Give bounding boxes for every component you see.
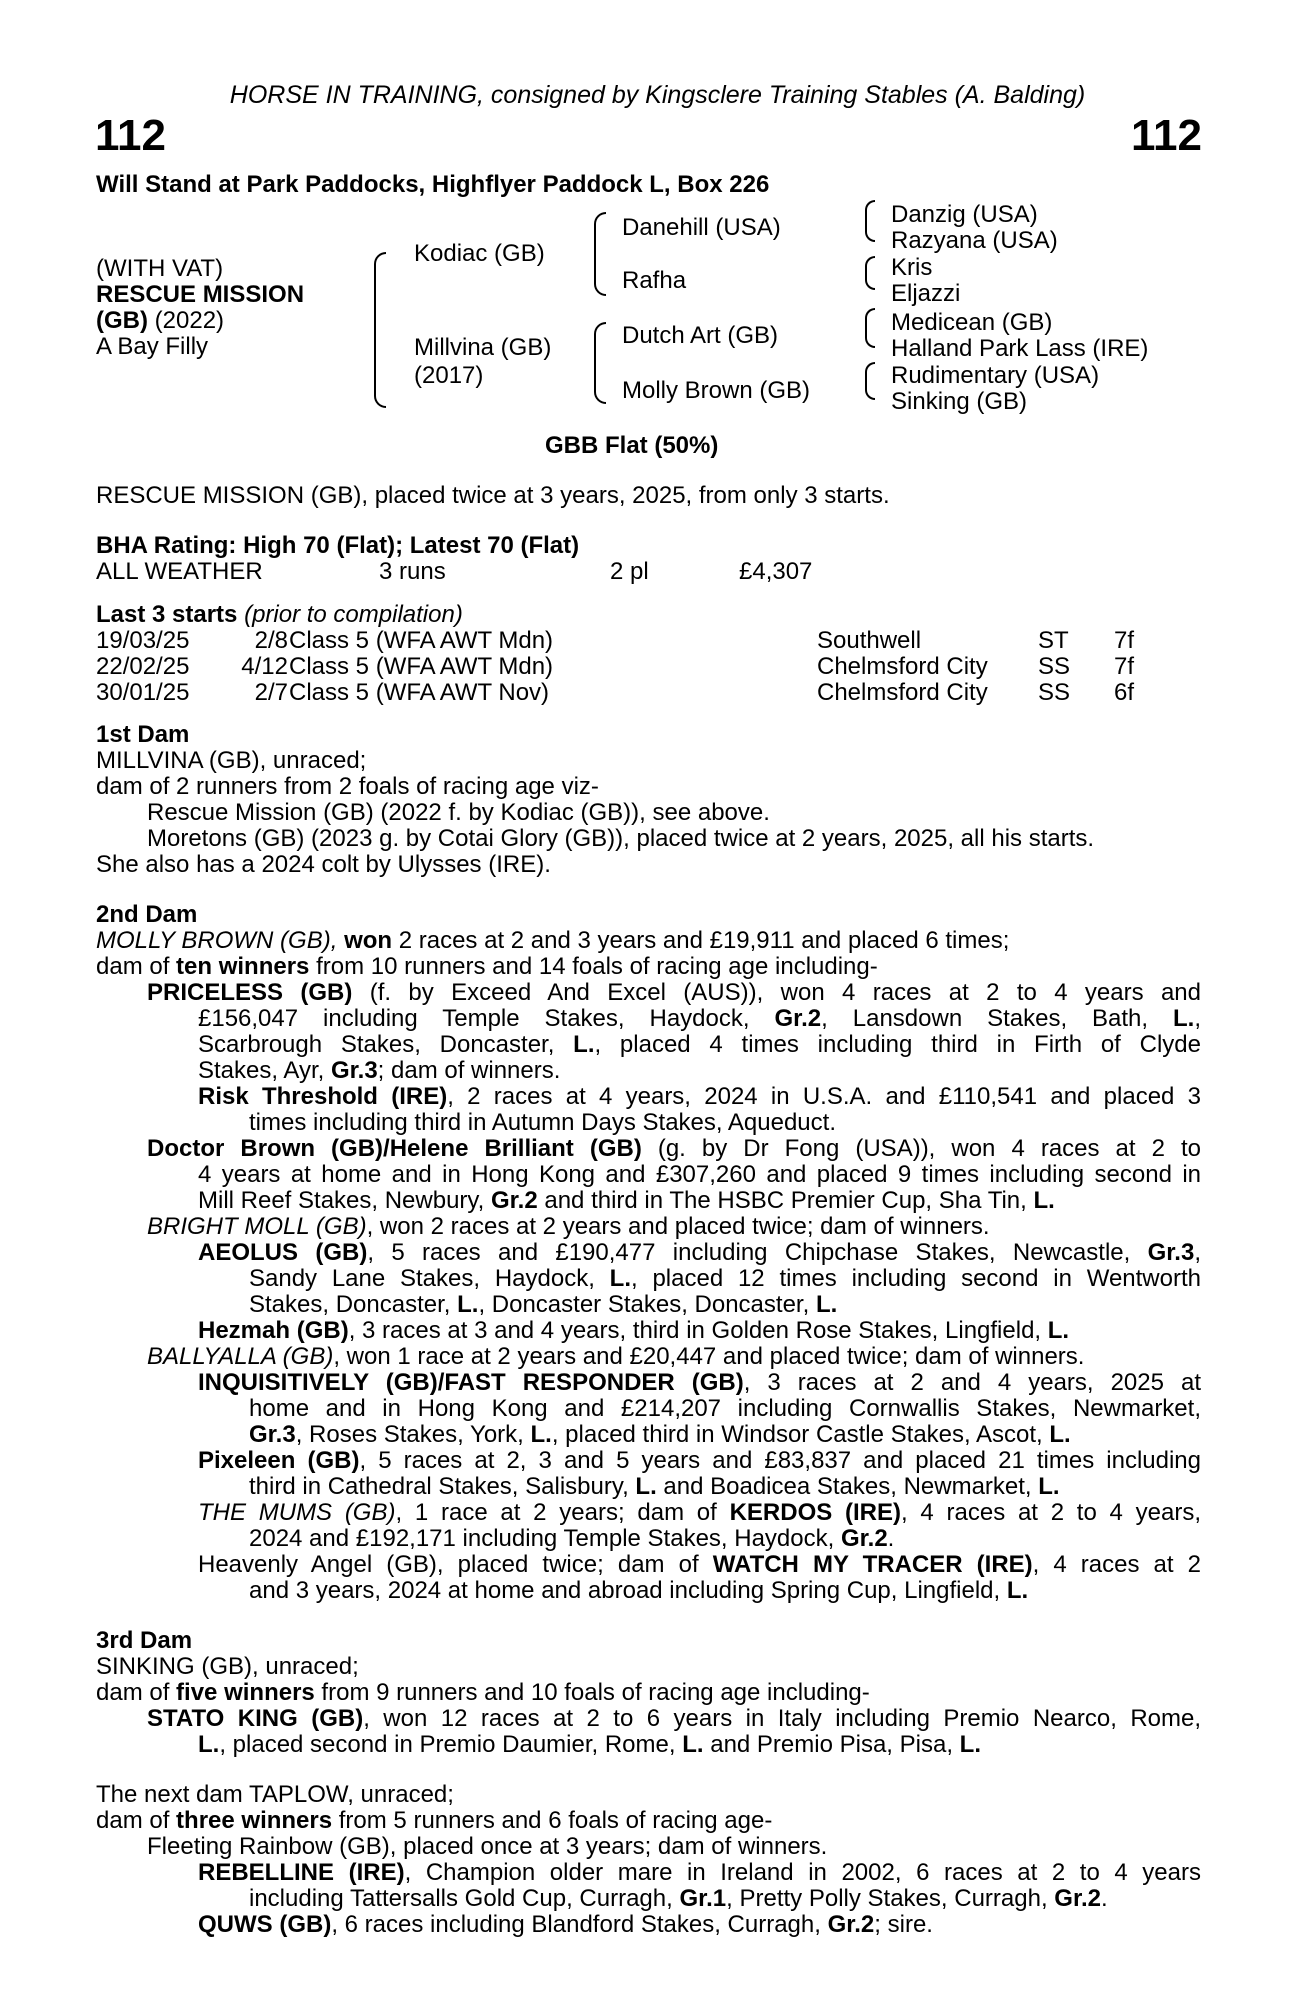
text-fragment: L. (1049, 1421, 1071, 1448)
text-fragment: , placed 12 times including second in Wentworth (631, 1265, 1201, 1292)
text-fragment: third in Cathedral Stakes, Salisbury, (249, 1473, 636, 1500)
text-fragment: , 2 races at 4 years, 2024 in U.S.A. and £110,541 and placed 3 (447, 1083, 1201, 1110)
dam1-line: Rescue Mission (GB) (2022 f. by Kodiac (GB)), see above. (147, 799, 770, 826)
dam2-line (198, 1032, 1201, 1058)
text-fragment: five winners (176, 1679, 315, 1706)
text-fragment: L. (815, 1291, 838, 1318)
text-fragment: 2024 and £192,171 including Temple Stakes, Haydock, (249, 1525, 841, 1552)
pedigree-brace (374, 334, 386, 408)
bha-rating: BHA Rating: High 70 (Flat); Latest 70 (Flat) (96, 532, 580, 559)
horse-origin (96, 308, 224, 334)
dam2-line (96, 954, 878, 980)
dam2-line: times including third in Autumn Days Stakes, Aqueduct. (249, 1109, 836, 1136)
text-fragment: from 10 runners and 14 foals of racing age including- (309, 953, 878, 980)
next-dam-line (249, 1886, 1108, 1912)
text-fragment: Gr.1 (679, 1885, 727, 1912)
dam3-line (96, 1680, 870, 1706)
earnings: £4,307 (739, 558, 813, 585)
dam2-line (96, 928, 1009, 954)
text-fragment: , Doncaster Stakes, Doncaster, (478, 1291, 816, 1318)
text-fragment: L. (198, 1731, 220, 1758)
text-fragment: , (1194, 1005, 1201, 1032)
text-fragment: , (1194, 1239, 1201, 1266)
text-fragment: , 5 races at 2, 3 and 5 years and £83,837 and placed 21 times including (359, 1447, 1201, 1474)
start-race: Class 5 (WFA AWT Mdn) (289, 653, 554, 680)
last-starts-heading (96, 602, 463, 628)
text-fragment: Gr.2 (827, 1911, 875, 1938)
pedigree-brace (594, 322, 606, 356)
text-fragment: Risk Threshold (IRE) (198, 1083, 448, 1110)
start-position: 2/8 (254, 627, 288, 654)
text-fragment: dam of (96, 953, 177, 980)
pedigree-sire-dam: Rafha (622, 267, 687, 294)
pedigree-brace (374, 252, 386, 336)
text-fragment: . (1100, 1885, 1108, 1912)
start-position: 2/7 (254, 679, 288, 706)
start-course: Southwell (817, 627, 922, 654)
dam2-line (198, 1552, 1201, 1578)
text-fragment: L. (609, 1265, 631, 1292)
dam2-line (198, 1370, 1201, 1396)
horse-country: (GB) (96, 307, 148, 334)
text-fragment: Gr.2 (840, 1525, 888, 1552)
text-fragment: Stakes, Doncaster, (249, 1291, 458, 1318)
text-fragment: , 4 races at 2 (1032, 1551, 1201, 1578)
text-fragment: PRICELESS (GB) (147, 979, 353, 1006)
dam1-heading: 1st Dam (96, 721, 190, 748)
start-going: SS (1038, 679, 1071, 706)
dam2-line (198, 1188, 1055, 1214)
text-fragment: including Tattersalls Gold Cup, Curragh, (249, 1885, 680, 1912)
dam2-line (198, 1058, 560, 1084)
text-fragment: , placed second in Premio Daumier, Rome, (219, 1731, 683, 1758)
text-fragment: AEOLUS (GB) (198, 1239, 368, 1266)
text-fragment: and 3 years, 2024 at home and abroad including Spring Cup, Lingfield, (249, 1577, 1007, 1604)
text-fragment: ; dam of winners. (377, 1057, 561, 1084)
start-going: SS (1038, 653, 1071, 680)
text-fragment: Gr.2 (774, 1005, 822, 1032)
text-fragment: STATO KING (GB) (147, 1705, 364, 1732)
pedigree-sire: Kodiac (GB) (414, 240, 545, 267)
pedigree-sire-sire: Danehill (USA) (622, 214, 781, 241)
text-fragment: L. (1047, 1317, 1070, 1344)
text-fragment: , won 1 race at 2 years and £20,447 and placed twice; dam of winners. (333, 1343, 1085, 1370)
surface: ALL WEATHER (96, 558, 263, 585)
next-dam-line (198, 1860, 1201, 1886)
pedigree-brace (865, 308, 875, 330)
next-dam-line (96, 1808, 772, 1834)
text-fragment: and Boadicea Stakes, Newmarket, (656, 1473, 1039, 1500)
text-fragment: , 6 races including Blandford Stakes, Curragh, (331, 1911, 828, 1938)
text-fragment: (f. by Exceed And Excel (AUS)), won 4 races at 2 to 4 years and (352, 979, 1201, 1006)
start-date: 30/01/25 (96, 679, 190, 706)
text-fragment: , 3 races at 3 and 4 years, third in Golden Rose Stakes, Lingfield, (348, 1317, 1048, 1344)
dam2-line (198, 1448, 1201, 1474)
text-fragment: Gr.3 (330, 1057, 378, 1084)
dam2-line (147, 1214, 990, 1240)
pedigree-brace (865, 200, 875, 224)
dam3-line: SINKING (GB), unraced; (96, 1653, 359, 1680)
text-fragment: , Pretty Polly Stakes, Curragh, (726, 1885, 1055, 1912)
stable-location: Will Stand at Park Paddocks, Highflyer Paddock L, Box 226 (96, 171, 770, 198)
text-fragment: , placed third in Windsor Castle Stakes, Ascot, (551, 1421, 1050, 1448)
text-fragment: from 5 runners and 6 foals of racing age- (332, 1807, 773, 1834)
runs: 3 runs (379, 558, 446, 585)
dam2-line (249, 1266, 1201, 1292)
text-fragment: dam of (96, 1807, 177, 1834)
dam2-line (198, 1318, 1069, 1344)
dam3-line (198, 1732, 981, 1758)
start-going: ST (1038, 627, 1069, 654)
pedigree-sdd: Eljazzi (891, 280, 961, 307)
text-fragment: won (344, 927, 393, 954)
text-fragment: , Lansdown Stakes, Bath, (821, 1005, 1173, 1032)
dam2-line (147, 980, 1201, 1006)
horse-year: (2022) (147, 307, 225, 334)
race-summary: RESCUE MISSION (GB), placed twice at 3 years, 2025, from only 3 starts. (96, 482, 890, 509)
next-dam-line (198, 1912, 933, 1938)
text-fragment: , 1 race at 2 years; dam of (395, 1499, 730, 1526)
start-position: 4/12 (241, 653, 288, 680)
pedigree-dam-sire: Dutch Art (GB) (622, 322, 779, 349)
dam1-line: dam of 2 runners from 2 foals of racing age viz- (96, 773, 599, 800)
horse-description: A Bay Filly (96, 333, 209, 360)
horse-name: RESCUE MISSION (96, 281, 305, 308)
text-fragment: L. (1173, 1005, 1195, 1032)
dam2-line (198, 1084, 1201, 1110)
text-fragment: THE MUMS (GB) (198, 1499, 396, 1526)
text-fragment: , Roses Stakes, York, (295, 1421, 531, 1448)
text-fragment: three winners (176, 1807, 333, 1834)
start-distance: 7f (1114, 627, 1135, 654)
dam2-line (198, 1240, 1201, 1266)
text-fragment: Scarbrough Stakes, Doncaster, (198, 1031, 574, 1058)
text-fragment: L. (959, 1731, 981, 1758)
text-fragment: ; sire. (874, 1911, 933, 1938)
dam3-heading: 3rd Dam (96, 1627, 193, 1654)
dam2-line: home and in Hong Kong and £214,207 including Cornwallis Stakes, Newmarket, (249, 1395, 1201, 1422)
text-fragment: ten winners (176, 953, 310, 980)
last-starts-title: Last 3 starts (96, 601, 238, 628)
dam2-line: 4 years at home and in Hong Kong and £307,260 and placed 9 times including second in (198, 1161, 1201, 1188)
text-fragment: . (887, 1525, 895, 1552)
page-title: HORSE IN TRAINING, consigned by Kingsclere Training Stables (A. Balding) (229, 81, 1086, 109)
lot-number-right: 112 (1131, 111, 1202, 160)
pedigree-dam-dam: Molly Brown (GB) (622, 377, 811, 404)
dam1-line: MILLVINA (GB), unraced; (96, 747, 367, 774)
pedigree-brace (594, 248, 606, 296)
next-dam-line: The next dam TAPLOW, unraced; (96, 1781, 454, 1808)
dam1-line: She also has a 2024 colt by Ulysses (IRE). (96, 851, 551, 878)
text-fragment: from 9 runners and 10 foals of racing age including- (314, 1679, 870, 1706)
text-fragment: BRIGHT MOLL (GB) (147, 1213, 367, 1240)
pedigree-sss: Danzig (USA) (891, 201, 1038, 228)
text-fragment: , 3 races at 2 and 4 years, 2025 at (743, 1369, 1201, 1396)
text-fragment: L. (1033, 1187, 1055, 1214)
text-fragment: INQUISITIVELY (GB)/FAST RESPONDER (GB) (198, 1369, 744, 1396)
pedigree-dds: Rudimentary (USA) (891, 362, 1100, 389)
text-fragment: REBELLINE (IRE) (198, 1859, 405, 1886)
text-fragment: Gr.2 (1054, 1885, 1101, 1912)
text-fragment: L. (682, 1731, 704, 1758)
text-fragment: BALLYALLA (GB) (147, 1343, 334, 1370)
pedigree-dss: Medicean (GB) (891, 309, 1053, 336)
dam2-line (147, 1344, 1084, 1370)
text-fragment: Mill Reef Stakes, Newbury, (198, 1187, 491, 1214)
text-fragment: , Champion older mare in Ireland in 2002, 6 races at 2 to 4 years (404, 1859, 1201, 1886)
lot-number-left: 112 (95, 111, 166, 160)
pedigree-sds: Kris (891, 254, 933, 281)
text-fragment: Stakes, Ayr, (198, 1057, 331, 1084)
start-race: Class 5 (WFA AWT Nov) (289, 679, 550, 706)
text-fragment: , won 2 races at 2 years and placed twice; dam of winners. (366, 1213, 990, 1240)
start-distance: 7f (1114, 653, 1135, 680)
dam1-line: Moretons (GB) (2023 g. by Cotai Glory (GB)), placed twice at 2 years, 2025, all his starts. (147, 825, 1095, 852)
text-fragment: and third in The HSBC Premier Cup, Sha Tin, (537, 1187, 1034, 1214)
dam2-heading: 2nd Dam (96, 901, 198, 928)
dam2-line (249, 1292, 837, 1318)
next-dam-line: Fleeting Rainbow (GB), placed once at 3 years; dam of winners. (147, 1833, 828, 1860)
text-fragment: £156,047 including Temple Stakes, Haydock, (198, 1005, 775, 1032)
text-fragment: L. (635, 1473, 657, 1500)
pedigree-dam-year: (2017) (414, 362, 484, 389)
text-fragment: , 5 races and £190,477 including Chipchase Stakes, Newcastle, (367, 1239, 1148, 1266)
start-distance: 6f (1114, 679, 1135, 706)
dam2-line (249, 1526, 894, 1552)
pedigree-ssd: Razyana (USA) (891, 227, 1058, 254)
pedigree-brace (865, 380, 875, 400)
vat-label: (WITH VAT) (96, 255, 224, 282)
text-fragment: (g. by Dr Fong (USA)), won 4 races at 2 to (641, 1135, 1201, 1162)
start-course: Chelmsford City (817, 679, 988, 706)
text-fragment: Sandy Lane Stakes, Haydock, (249, 1265, 610, 1292)
start-date: 19/03/25 (96, 627, 190, 654)
placed: 2 pl (610, 558, 649, 585)
text-fragment: L. (457, 1291, 479, 1318)
pedigree-brace (865, 362, 875, 382)
pedigree-dsd: Halland Park Lass (IRE) (891, 335, 1149, 362)
dam2-line (249, 1578, 1028, 1604)
pedigree-brace (865, 272, 875, 290)
dam2-line (249, 1422, 1071, 1448)
dam2-line (147, 1136, 1201, 1162)
text-fragment: dam of (96, 1679, 177, 1706)
dam2-line (198, 1500, 1201, 1526)
pedigree-ddd: Sinking (GB) (891, 388, 1028, 415)
start-race: Class 5 (WFA AWT Mdn) (289, 627, 554, 654)
text-fragment: Gr.3 (249, 1421, 296, 1448)
text-fragment: , placed 4 times including third in Firth of Clyde (594, 1031, 1201, 1058)
pedigree-brace (865, 328, 875, 348)
text-fragment: , won 12 races at 2 to 6 years in Italy including Premio Nearco, Rome, (363, 1705, 1202, 1732)
start-date: 22/02/25 (96, 653, 190, 680)
text-fragment: WATCH MY TRACER (IRE) (712, 1551, 1033, 1578)
dam2-line (249, 1474, 1060, 1500)
text-fragment: QUWS (GB) (198, 1911, 332, 1938)
pedigree-brace (594, 354, 606, 404)
text-fragment: Gr.2 (490, 1187, 538, 1214)
start-course: Chelmsford City (817, 653, 988, 680)
text-fragment: , (330, 927, 345, 954)
pedigree-brace (594, 212, 606, 250)
text-fragment: 2 races at 2 and 3 years and £19,911 and placed 6 times; (392, 927, 1010, 954)
text-fragment: Hezmah (GB) (198, 1317, 349, 1344)
last-starts-note: (prior to compilation) (237, 601, 463, 628)
text-fragment: MOLLY BROWN (GB) (96, 927, 331, 954)
text-fragment: L. (573, 1031, 595, 1058)
text-fragment: L. (1038, 1473, 1060, 1500)
gbb-label: GBB Flat (50%) (545, 432, 719, 459)
text-fragment: Gr.3 (1147, 1239, 1195, 1266)
pedigree-dam: Millvina (GB) (414, 334, 552, 361)
dam2-line (198, 1006, 1201, 1032)
text-fragment: and Premio Pisa, Pisa, (703, 1731, 960, 1758)
text-fragment: Pixeleen (GB) (198, 1447, 360, 1474)
text-fragment: Doctor Brown (GB)/Helene Brilliant (GB) (147, 1135, 642, 1162)
text-fragment: Heavenly Angel (GB), placed twice; dam of (198, 1551, 713, 1578)
text-fragment: KERDOS (IRE) (729, 1499, 901, 1526)
text-fragment: , 4 races at 2 to 4 years, (901, 1499, 1202, 1526)
pedigree-brace (865, 222, 875, 242)
text-fragment: L. (1006, 1577, 1029, 1604)
dam3-line (147, 1706, 1201, 1732)
text-fragment: L. (530, 1421, 552, 1448)
